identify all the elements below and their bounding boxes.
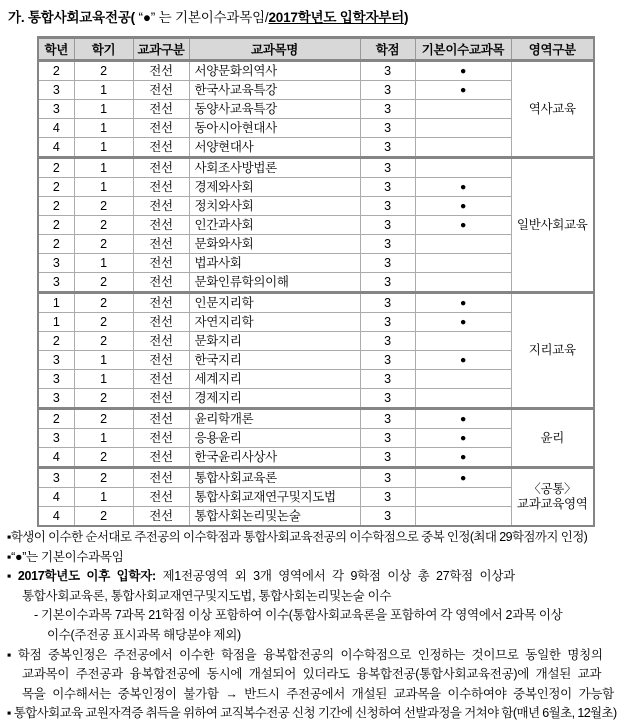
column-header: 영역구분 xyxy=(511,38,594,61)
course-name-cell: 한국윤리사상사 xyxy=(189,448,360,468)
year-cell: 2 xyxy=(38,216,74,235)
basic-course-marker-icon: ● xyxy=(459,354,467,366)
year-cell: 3 xyxy=(38,351,74,370)
footnote-text: 목을 이수해서는 중복인정이 불가함 → 반드시 주전공에서 개설된 교과목을 이수하여야 중복인정이 가능함 xyxy=(22,686,614,701)
basic-course-cell xyxy=(415,138,511,158)
year-cell: 1 xyxy=(38,293,74,313)
footnote-line xyxy=(7,685,641,705)
course-type-cell: 전선 xyxy=(133,100,189,119)
credits-cell: 3 xyxy=(360,81,415,100)
year-cell: 3 xyxy=(38,370,74,389)
course-name-cell: 문화인류학의이해 xyxy=(189,273,360,293)
credits-cell: 3 xyxy=(360,332,415,351)
table-row xyxy=(38,235,594,254)
course-name-cell: 세계지리 xyxy=(189,370,360,389)
area-group-label: 지리교육 xyxy=(528,343,576,357)
table-row xyxy=(38,119,594,138)
table-row xyxy=(38,313,594,332)
course-type-cell: 전선 xyxy=(133,468,189,488)
semester-cell: 2 xyxy=(74,273,133,293)
table-row xyxy=(38,216,594,235)
basic-course-cell xyxy=(415,197,511,216)
course-name-cell: 서양현대사 xyxy=(189,138,360,158)
credits-cell: 3 xyxy=(360,178,415,197)
footnote-text: 이수(주전공 표시과목 해당분야 제외) xyxy=(47,627,241,642)
basic-course-marker-icon: ● xyxy=(459,297,467,309)
semester-cell: 2 xyxy=(74,448,133,468)
year-cell: 3 xyxy=(38,100,74,119)
footnote-line xyxy=(7,606,641,626)
year-cell: 2 xyxy=(38,158,74,178)
year-cell: 2 xyxy=(38,235,74,254)
course-name-cell: 자연지리학 xyxy=(189,313,360,332)
basic-course-cell xyxy=(415,293,511,313)
basic-course-cell xyxy=(415,429,511,448)
course-type-cell: 전선 xyxy=(133,332,189,351)
credits-cell: 3 xyxy=(360,235,415,254)
year-cell: 3 xyxy=(38,254,74,273)
title-segment: ) xyxy=(403,10,409,25)
table-header-row xyxy=(38,38,594,61)
title-segment: “●” 는 기본이수과목임/ xyxy=(138,10,269,25)
basic-course-cell xyxy=(415,448,511,468)
semester-cell: 2 xyxy=(74,468,133,488)
footnote-text: - 기본이수과목 7과목 21학점 이상 포함하여 이수(통합사회교육론을 포함하여 각 영역에서 2과목 이상 xyxy=(34,608,563,623)
area-group-label: 일반사회교육 xyxy=(516,217,588,232)
table-row xyxy=(38,178,594,197)
year-cell: 2 xyxy=(38,332,74,351)
credits-cell: 3 xyxy=(360,389,415,409)
course-type-cell: 전선 xyxy=(133,409,189,429)
course-type-cell: 전선 xyxy=(133,81,189,100)
semester-cell: 2 xyxy=(74,293,133,313)
semester-cell: 2 xyxy=(74,332,133,351)
basic-course-cell xyxy=(415,409,511,429)
course-type-cell: 전선 xyxy=(133,370,189,389)
area-group-label: 〈공통〉 xyxy=(528,482,577,496)
footnote-line xyxy=(7,587,641,607)
footnote-text: ▪학생이 이수한 순서대로 주전공의 이수학점과 통합사회교육전공의 이수학점으로 중복 인정(최대 29학점까지 인정) xyxy=(7,530,588,544)
column-header: 학기 xyxy=(74,38,133,61)
area-group-label: 교과교육영역 xyxy=(516,497,588,511)
credits-cell: 3 xyxy=(360,351,415,370)
year-cell: 2 xyxy=(38,409,74,429)
credits-cell: 3 xyxy=(360,273,415,293)
year-cell: 4 xyxy=(38,507,74,527)
basic-course-cell xyxy=(415,158,511,178)
course-name-cell: 경제지리 xyxy=(189,389,360,409)
course-type-cell: 전선 xyxy=(133,389,189,409)
footnote-line xyxy=(7,548,641,568)
credits-cell: 3 xyxy=(360,216,415,235)
course-type-cell: 전선 xyxy=(133,254,189,273)
year-cell: 4 xyxy=(38,119,74,138)
table-row xyxy=(38,158,594,178)
course-name-cell: 인간과사회 xyxy=(189,216,360,235)
course-type-cell: 전선 xyxy=(133,158,189,178)
course-name-cell: 한국지리 xyxy=(189,351,360,370)
footnotes xyxy=(7,528,641,724)
year-cell: 4 xyxy=(38,488,74,507)
column-header: 교과목명 xyxy=(189,38,360,61)
basic-course-marker-icon: ● xyxy=(459,200,467,212)
table-row xyxy=(38,488,594,507)
year-cell: 2 xyxy=(38,61,74,81)
course-name-cell: 통합사회교육론 xyxy=(189,468,360,488)
basic-course-cell xyxy=(415,389,511,409)
basic-course-marker-icon: ● xyxy=(459,219,467,231)
course-name-cell: 한국사교육특강 xyxy=(189,81,360,100)
semester-cell: 1 xyxy=(74,119,133,138)
table-body xyxy=(38,61,594,527)
footnote-text: 교과목이 주전공과 융복합전공에 동시에 개설되어 있더라도 융복합전공(통합사회교육전공)에 개설된 교과 xyxy=(22,667,602,682)
basic-course-cell xyxy=(415,273,511,293)
area-group-label: 역사교육 xyxy=(528,101,576,116)
course-name-cell: 통합사회논리및논술 xyxy=(189,507,360,527)
course-name-cell: 경제와사회 xyxy=(189,178,360,197)
credits-cell: 3 xyxy=(360,138,415,158)
footnote-text: 제1전공영역 외 3개 영역에서 각 9학점 이상 총 27학점 이상과 xyxy=(155,569,515,584)
basic-course-marker-icon: ● xyxy=(459,472,467,484)
table-row xyxy=(38,138,594,158)
column-header: 학년 xyxy=(38,38,74,61)
semester-cell: 1 xyxy=(74,100,133,119)
footnote-text: ▪ xyxy=(7,569,18,584)
basic-course-marker-icon: ● xyxy=(459,181,467,193)
credits-cell: 3 xyxy=(360,370,415,389)
credits-cell: 3 xyxy=(360,158,415,178)
area-group-cell xyxy=(511,409,594,468)
credits-cell: 3 xyxy=(360,468,415,488)
basic-course-cell xyxy=(415,61,511,81)
year-cell: 3 xyxy=(38,468,74,488)
footnote-text: ▪ 학점 중복인정은 주전공에서 이수한 학점을 융복합전공의 이수학점으로 인정하는 것이므로 동일한 명칭의 xyxy=(7,647,603,662)
basic-course-cell xyxy=(415,100,511,119)
course-type-cell: 전선 xyxy=(133,216,189,235)
semester-cell: 2 xyxy=(74,313,133,332)
semester-cell: 1 xyxy=(74,370,133,389)
semester-cell: 2 xyxy=(74,507,133,527)
basic-course-cell xyxy=(415,235,511,254)
year-cell: 3 xyxy=(38,81,74,100)
course-type-cell: 전선 xyxy=(133,119,189,138)
year-cell: 2 xyxy=(38,178,74,197)
year-cell: 4 xyxy=(38,448,74,468)
table-row xyxy=(38,468,594,488)
table-header-row xyxy=(38,38,594,61)
credits-cell: 3 xyxy=(360,119,415,138)
table-row xyxy=(38,370,594,389)
year-cell: 3 xyxy=(38,273,74,293)
area-group-cell xyxy=(511,158,594,293)
course-name-cell: 정치와사회 xyxy=(189,197,360,216)
page-title xyxy=(8,6,408,26)
basic-course-marker-icon: ● xyxy=(459,65,467,77)
year-cell: 3 xyxy=(38,429,74,448)
footnote-line xyxy=(7,646,641,666)
course-name-cell: 문화와사회 xyxy=(189,235,360,254)
course-type-cell: 전선 xyxy=(133,61,189,81)
semester-cell: 1 xyxy=(74,178,133,197)
credits-cell: 3 xyxy=(360,100,415,119)
course-type-cell: 전선 xyxy=(133,235,189,254)
area-group-cell xyxy=(511,61,594,158)
footnote-text: 2017학년도 이후 입학자: xyxy=(17,569,156,584)
basic-course-cell xyxy=(415,119,511,138)
column-header: 기본이수교과목 xyxy=(415,38,511,61)
credits-cell: 3 xyxy=(360,429,415,448)
credits-cell: 3 xyxy=(360,448,415,468)
area-group-cell xyxy=(511,468,594,527)
table-row xyxy=(38,197,594,216)
course-type-cell: 전선 xyxy=(133,197,189,216)
course-name-cell: 동양사교육특강 xyxy=(189,100,360,119)
course-name-cell: 인문지리학 xyxy=(189,293,360,313)
basic-course-marker-icon: ● xyxy=(459,84,467,96)
basic-course-cell xyxy=(415,178,511,197)
basic-course-marker-icon: ● xyxy=(459,413,467,425)
semester-cell: 1 xyxy=(74,254,133,273)
basic-course-marker-icon: ● xyxy=(459,432,467,444)
semester-cell: 1 xyxy=(74,429,133,448)
basic-course-cell xyxy=(415,216,511,235)
semester-cell: 1 xyxy=(74,351,133,370)
area-group-label: 윤리 xyxy=(540,430,565,445)
table-row xyxy=(38,389,594,409)
semester-cell: 1 xyxy=(74,488,133,507)
course-type-cell: 전선 xyxy=(133,488,189,507)
course-name-cell: 응용윤리 xyxy=(189,429,360,448)
year-cell: 3 xyxy=(38,389,74,409)
credits-cell: 3 xyxy=(360,61,415,81)
table-row xyxy=(38,429,594,448)
basic-course-cell xyxy=(415,488,511,507)
column-header: 교과구분 xyxy=(133,38,189,61)
footnote-text: ▪ 통합사회교육 교원자격증 취득을 위하여 교직복수전공 신청 기간에 신청하여 선발과정을 거쳐야 함(매년 6월초, 12월초) xyxy=(7,706,617,721)
credits-cell: 3 xyxy=(360,409,415,429)
course-type-cell: 전선 xyxy=(133,448,189,468)
basic-course-cell xyxy=(415,370,511,389)
course-name-cell: 윤리학개론 xyxy=(189,409,360,429)
course-name-cell: 문화지리 xyxy=(189,332,360,351)
basic-course-cell xyxy=(415,507,511,527)
table-row xyxy=(38,273,594,293)
course-name-cell: 법과사회 xyxy=(189,254,360,273)
semester-cell: 2 xyxy=(74,197,133,216)
course-type-cell: 전선 xyxy=(133,351,189,370)
credits-cell: 3 xyxy=(360,313,415,332)
semester-cell: 1 xyxy=(74,81,133,100)
area-group-cell xyxy=(511,293,594,409)
title-segment: 가. 통합사회교육전공( xyxy=(8,10,139,25)
basic-course-marker-icon: ● xyxy=(459,316,467,328)
column-header: 학점 xyxy=(360,38,415,61)
basic-course-cell xyxy=(415,351,511,370)
semester-cell: 2 xyxy=(74,216,133,235)
course-name-cell: 동아시아현대사 xyxy=(189,119,360,138)
course-name-cell: 사회조사방법론 xyxy=(189,158,360,178)
course-type-cell: 전선 xyxy=(133,507,189,527)
basic-course-cell xyxy=(415,81,511,100)
course-type-cell: 전선 xyxy=(133,178,189,197)
courses-table xyxy=(37,36,595,527)
course-type-cell: 전선 xyxy=(133,293,189,313)
basic-course-marker-icon: ● xyxy=(459,451,467,463)
year-cell: 2 xyxy=(38,197,74,216)
footnote-line xyxy=(7,528,641,548)
table-row xyxy=(38,293,594,313)
table-row xyxy=(38,507,594,527)
year-cell: 4 xyxy=(38,138,74,158)
course-type-cell: 전선 xyxy=(133,429,189,448)
basic-course-cell xyxy=(415,332,511,351)
table-row xyxy=(38,81,594,100)
course-name-cell: 서양문화의역사 xyxy=(189,61,360,81)
course-type-cell: 전선 xyxy=(133,138,189,158)
course-type-cell: 전선 xyxy=(133,273,189,293)
basic-course-cell xyxy=(415,313,511,332)
table-row xyxy=(38,351,594,370)
semester-cell: 1 xyxy=(74,138,133,158)
title-segment: 2017학년도 입학자부터 xyxy=(268,10,404,25)
footnote-text: 통합사회교육론, 통합사회교재연구및지도법, 통합사회논리및논술 이수 xyxy=(22,588,392,603)
table-row xyxy=(38,254,594,273)
semester-cell: 2 xyxy=(74,389,133,409)
semester-cell: 2 xyxy=(74,409,133,429)
credits-cell: 3 xyxy=(360,293,415,313)
footnote-line xyxy=(7,665,641,685)
course-type-cell: 전선 xyxy=(133,313,189,332)
credits-cell: 3 xyxy=(360,254,415,273)
footnote-text: ▪“●”는 기본이수과목임 xyxy=(7,549,124,564)
credits-cell: 3 xyxy=(360,488,415,507)
footnote-line xyxy=(7,704,641,724)
semester-cell: 1 xyxy=(74,158,133,178)
basic-course-cell xyxy=(415,468,511,488)
table-row xyxy=(38,61,594,81)
year-cell: 1 xyxy=(38,313,74,332)
credits-cell: 3 xyxy=(360,197,415,216)
footnote-line xyxy=(7,626,641,646)
course-name-cell: 통합사회교재연구및지도법 xyxy=(189,488,360,507)
footnote-line xyxy=(7,567,641,587)
semester-cell: 2 xyxy=(74,235,133,254)
table-row xyxy=(38,409,594,429)
semester-cell: 2 xyxy=(74,61,133,81)
table-row xyxy=(38,100,594,119)
table-row xyxy=(38,332,594,351)
credits-cell: 3 xyxy=(360,507,415,527)
basic-course-cell xyxy=(415,254,511,273)
table-row xyxy=(38,448,594,468)
